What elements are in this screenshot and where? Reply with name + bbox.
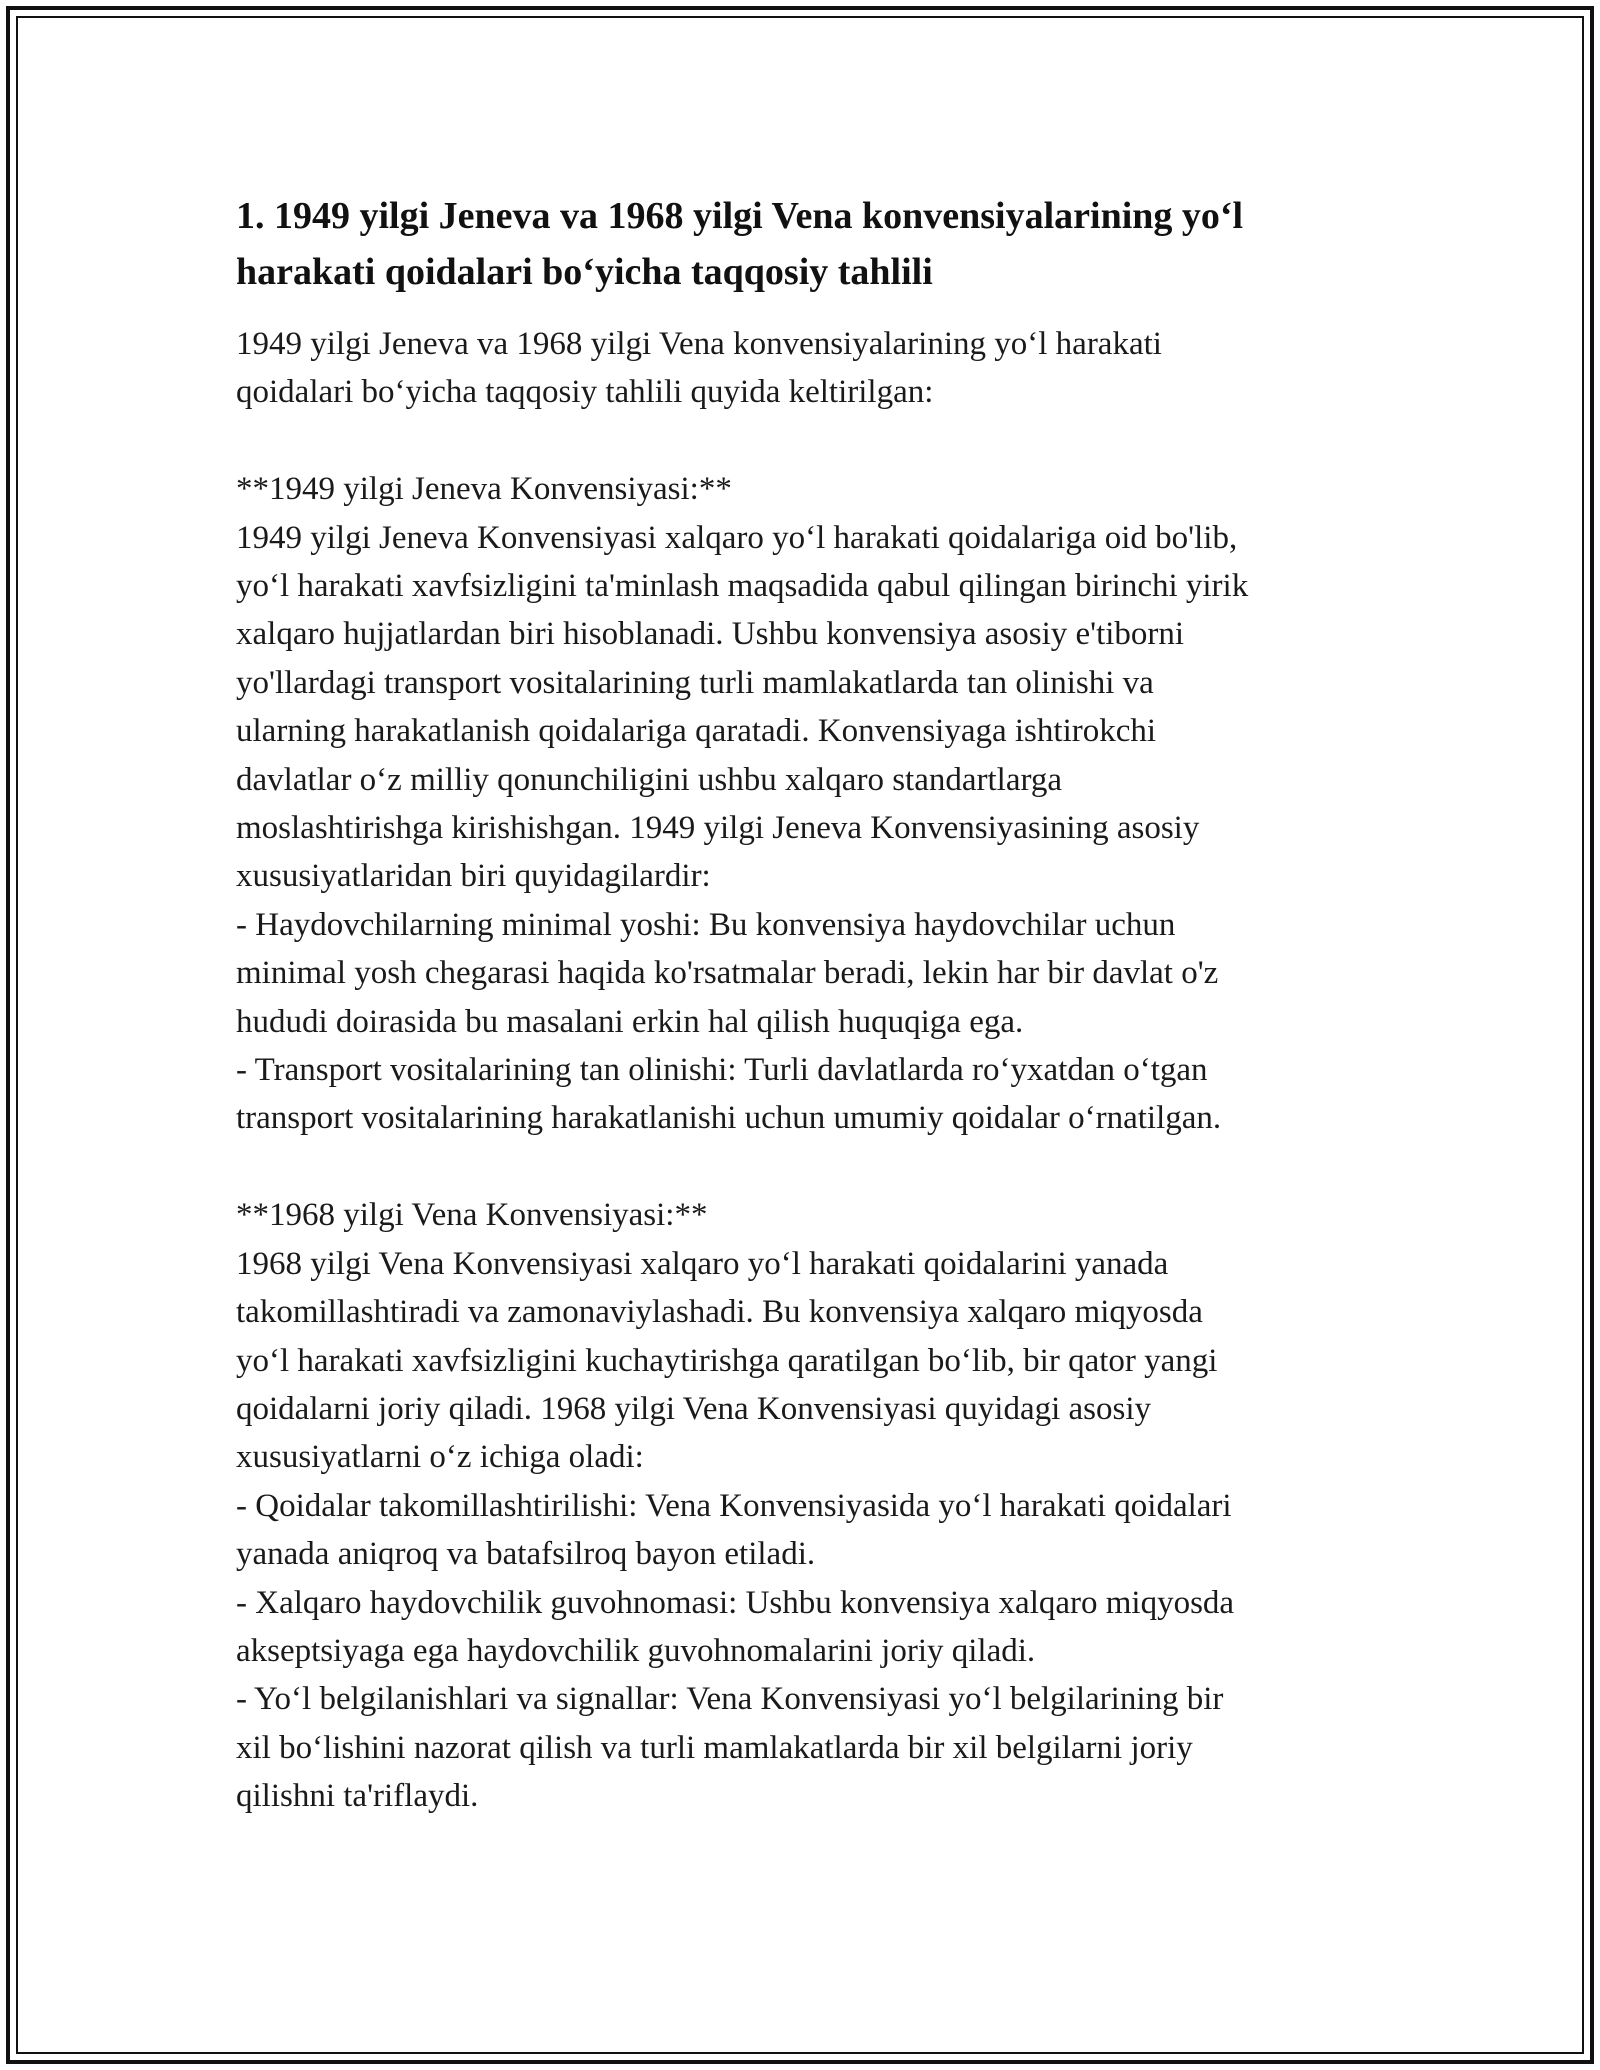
- text-line: yo‘l harakati xavfsizligini kuchaytirishga qaratilgan bo‘lib, bir qator yangi: [236, 1342, 1218, 1379]
- title-line: 1. 1949 yilgi Jeneva va 1968 yilgi Vena konvensiyalarining yo‘l: [236, 195, 1244, 237]
- text-line: ularning harakatlanish qoidalariga qaratadi. Konvensiyaga ishtirokchi: [236, 713, 1157, 750]
- paragraph-gap: [236, 1143, 1386, 1191]
- text-line: moslashtirishga kirishishgan. 1949 yilgi Jeneva Konvensiyasining asosiy: [236, 810, 1200, 847]
- text-line: yo'llardagi transport vositalarining turli mamlakatlarda tan olinishi va: [236, 664, 1154, 701]
- section-heading: **1968 yilgi Vena Konvensiyasi:**: [236, 1197, 708, 1234]
- geneva-section: [236, 465, 1386, 1143]
- text-line: yo‘l harakati xavfsizligini ta'minlash maqsadida qabul qilingan birinchi yirik: [236, 568, 1249, 605]
- text-line: takomillashtiradi va zamonaviylashadi. Bu konvensiya xalqaro miqyosda: [236, 1294, 1203, 1331]
- text-line: minimal yosh chegarasi haqida ko'rsatmalar beradi, lekin har bir davlat o'z: [236, 955, 1219, 992]
- text-line: hududi doirasida bu masalani erkin hal qilish huquqiga ega.: [236, 1003, 1024, 1040]
- text-line: transport vositalarining harakatlanishi uchun umumiy qoidalar o‘rnatilgan.: [236, 1100, 1222, 1137]
- intro-paragraph: [236, 320, 1386, 417]
- text-line: xususiyatlarni o‘z ichiga oladi:: [236, 1439, 644, 1476]
- section-heading: **1949 yilgi Jeneva Konvensiyasi:**: [236, 471, 732, 508]
- text-line: qilishni ta'riflaydi.: [236, 1778, 479, 1815]
- vienna-section: [236, 1191, 1386, 1820]
- text-line: 1968 yilgi Vena Konvensiyasi xalqaro yo‘l harakati qoidalarini yanada: [236, 1245, 1169, 1282]
- paragraph-gap: [236, 417, 1386, 465]
- text-line: xil bo‘lishini nazorat qilish va turli mamlakatlarda bir xil belgilarni joriy: [236, 1729, 1193, 1766]
- text-line: qoidalarni joriy qiladi. 1968 yilgi Vena Konvensiyasi quyidagi asosiy: [236, 1390, 1152, 1427]
- text-line: xalqaro hujjatlardan biri hisoblanadi. Ushbu konvensiya asosiy e'tiborni: [236, 616, 1185, 653]
- text-line: 1949 yilgi Jeneva va 1968 yilgi Vena konvensiyalarining yo‘l harakati: [236, 326, 1162, 362]
- list-item-line: - Yo‘l belgilanishlari va signallar: Vena Konvensiyasi yo‘l belgilarining bir: [236, 1681, 1224, 1718]
- text-line: davlatlar o‘z milliy qonunchiligini ushbu xalqaro standartlarga: [236, 761, 1063, 798]
- document-title: [236, 188, 1386, 300]
- list-item-line: - Haydovchilarning minimal yoshi: Bu konvensiya haydovchilar uchun: [236, 906, 1176, 943]
- list-item-line: - Qoidalar takomillashtirilishi: Vena Konvensiyasida yo‘l harakati qoidalari: [236, 1487, 1232, 1524]
- title-line: harakati qoidalari bo‘yicha taqqosiy tahlili: [236, 251, 933, 293]
- text-line: yanada aniqroq va batafsilroq bayon etiladi.: [236, 1536, 816, 1573]
- list-item-line: - Xalqaro haydovchilik guvohnomasi: Ushbu konvensiya xalqaro miqyosda: [236, 1584, 1235, 1621]
- document-body: [236, 188, 1386, 1821]
- list-item-line: - Transport vositalarining tan olinishi: Turli davlatlarda ro‘yxatdan o‘tgan: [236, 1052, 1208, 1089]
- text-line: qoidalari bo‘yicha taqqosiy tahlili quyida keltirilgan:: [236, 374, 934, 411]
- text-line: 1949 yilgi Jeneva Konvensiyasi xalqaro yo‘l harakati qoidalariga oid bo'lib,: [236, 519, 1238, 556]
- text-line: akseptsiyaga ega haydovchilik guvohnomalarini joriy qiladi.: [236, 1632, 1036, 1669]
- text-line: xususiyatlaridan biri quyidagilardir:: [236, 858, 711, 895]
